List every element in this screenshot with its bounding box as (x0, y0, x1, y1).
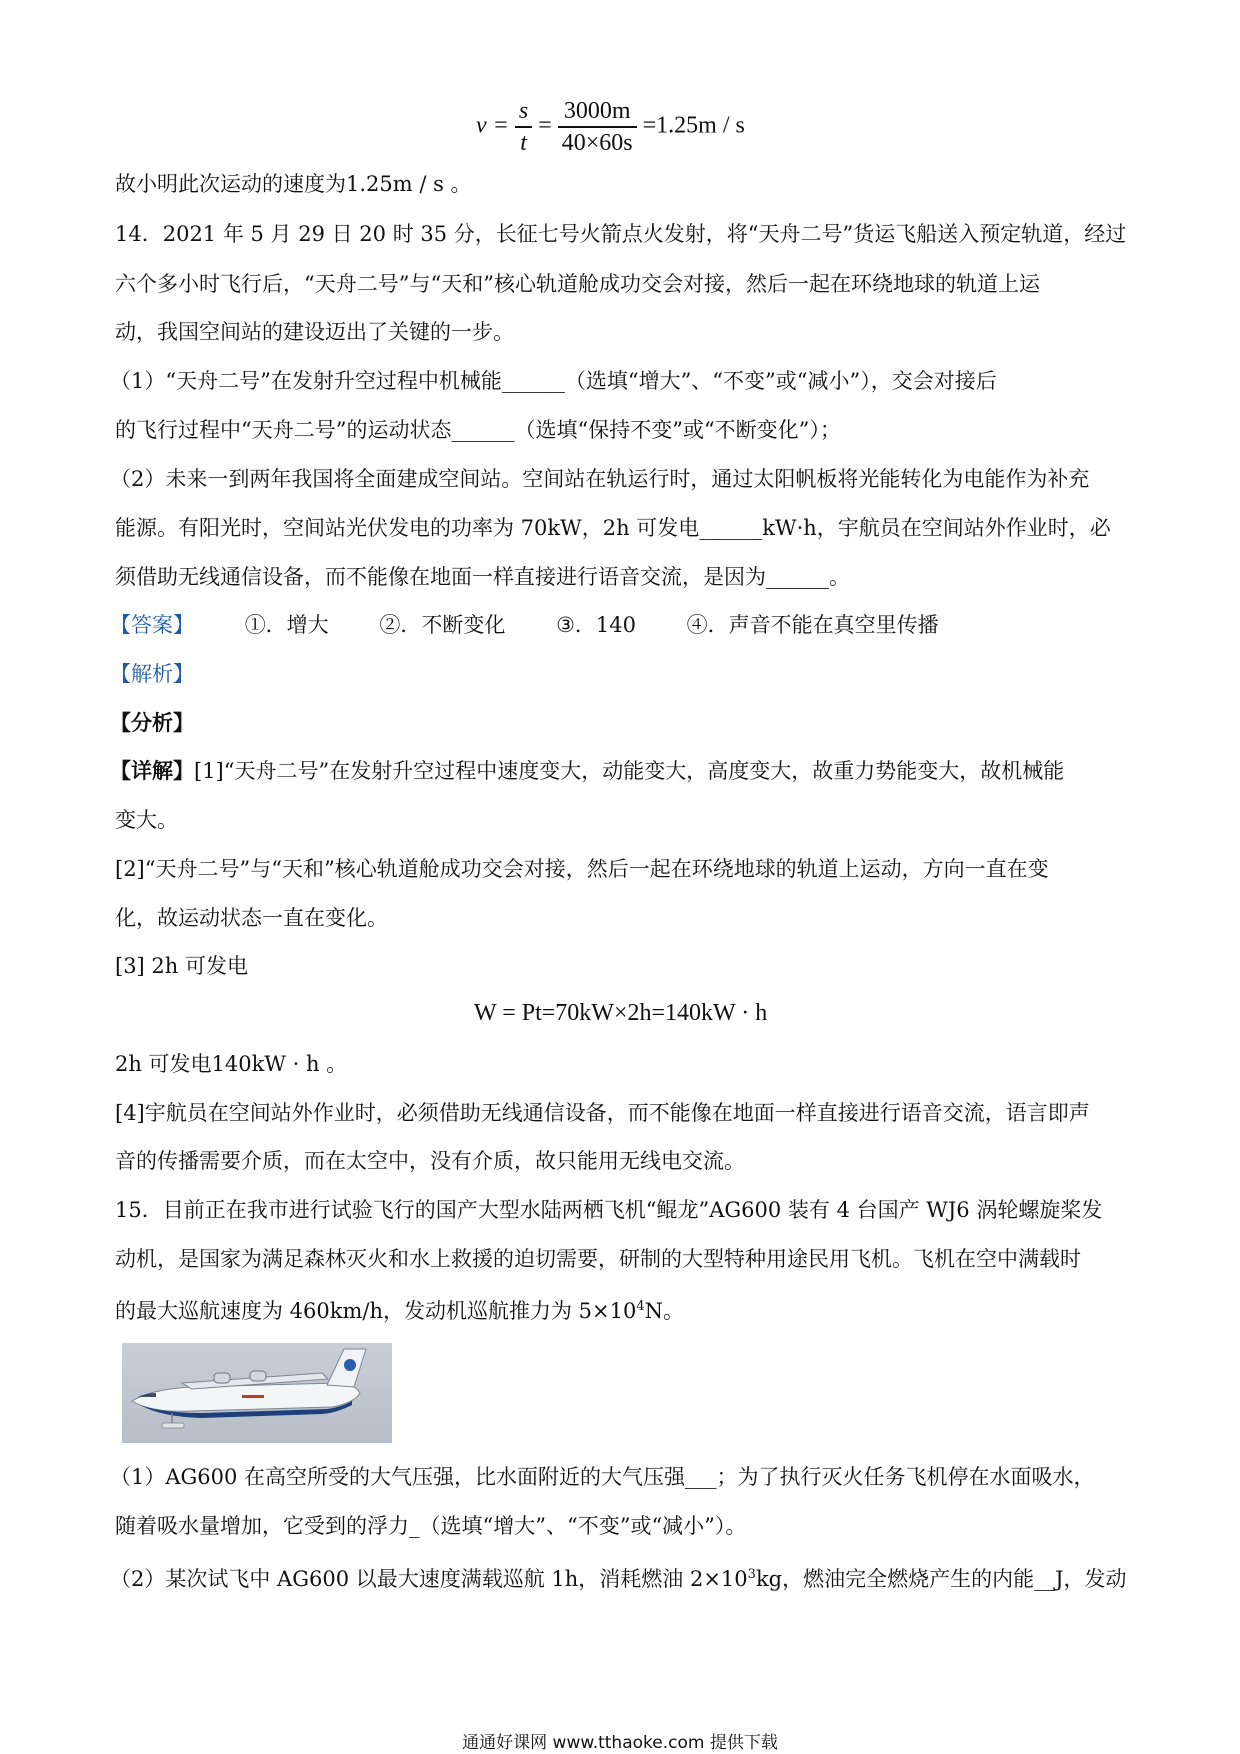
detail-4-line-1: [4]宇航员在空间站外作业时，必须借助无线通信设备，而不能像在地面一样直接进行语音交流，语言即声 (115, 1101, 1090, 1125)
detail-1-text: [1]“天舟二号”在发射升空过程中速度变大，动能变大，高度变大，故重力势能变大，故机械能 (194, 759, 1065, 783)
q15-line3-pre: 的最大巡航速度为 460km/h，发动机巡航推力为 5×10 (115, 1299, 637, 1323)
speed-frac2-num: 3000m (558, 96, 637, 128)
answer-tag: 【答案】 (110, 613, 194, 637)
answer-4: ④．声音不能在真空里传播 (686, 613, 939, 637)
page-footer: 通通好课网 www.tthaoke.com 提供下载 (462, 1733, 778, 1753)
q15-part1-line-1: （1）AG600 在高空所受的大气压强，比水面附近的大气压强___；为了执行灭火任务飞机停在水面吸水， (110, 1465, 1095, 1489)
q14-part1-line-1: （1）“天舟二号”在发射升空过程中机械能______（选填“增大”、“不变”或“减小”），交会对接后 (110, 369, 997, 393)
speed-frac1-num: s (515, 96, 532, 128)
conclusion-13: 故小明此次运动的速度为1.25m / s 。 (115, 172, 472, 196)
speed-formula (476, 96, 745, 158)
detail-tag: 【详解】 (110, 758, 194, 783)
detail-4-line-2: 音的传播需要介质，而在太空中，没有介质，故只能用无线电交流。 (115, 1149, 745, 1173)
q15-part2-pre: （2）某次试飞中 AG600 以最大速度满载巡航 1h，消耗燃油 2×10 (110, 1567, 748, 1591)
answer-row (110, 611, 939, 639)
q14-stem-line-1: 14．2021 年 5 月 29 日 20 时 35 分，长征七号火箭点火发射，将“天舟二号”货运飞船送入预定轨道，经过 (115, 222, 1127, 246)
speed-fraction-2 (558, 96, 637, 158)
detail-2-line-2: 化，故运动状态一直在变化。 (115, 906, 388, 930)
answer-2: ②．不断变化 (379, 613, 506, 637)
energy-formula: W = Pt=70kW×2h=140kW · h (474, 1000, 768, 1026)
q14-part1-line-2: 的飞行过程中“天舟二号”的运动状态______（选填“保持不变”或“不断变化”）； (115, 418, 841, 442)
speed-formula-lhs: v = (476, 112, 509, 139)
fenxi-tag: 【分析】 (110, 710, 194, 735)
q15-part1-line-2: 随着吸水量增加，它受到的浮力_（选填“增大”、“不变”或“减小”）。 (115, 1514, 747, 1538)
detail-3-line-2: 2h 可发电140kW · h 。 (115, 1052, 348, 1076)
q15-stem-line-2: 动机，是国家为满足森林灭火和水上救援的迫切需要，研制的大型特种用途民用飞机。飞机在空中满载时 (115, 1247, 1081, 1271)
detail-3-line-1: [3] 2h 可发电 (115, 954, 248, 978)
q15-stem-line-1: 15．目前正在我市进行试验飞行的国产大型水陆两栖飞机“鲲龙”AG600 装有 4 台国产 WJ6 涡轮螺旋桨发 (115, 1198, 1103, 1222)
analysis-tag: 【解析】 (110, 662, 194, 686)
q14-stem-line-3: 动，我国空间站的建设迈出了关键的一步。 (115, 320, 514, 344)
q15-line3-post: N。 (644, 1299, 685, 1323)
speed-frac2-den: 40×60s (561, 130, 633, 156)
q15-part2-post: kg，燃油完全燃烧产生的内能__J，发动 (755, 1567, 1127, 1591)
q15-line3-sup: 4 (636, 1299, 645, 1314)
speed-formula-rhs: =1.25m / s (642, 112, 745, 139)
ag600-plane-photo (122, 1343, 392, 1443)
speed-frac1-den: t (520, 130, 527, 156)
detail-1-line-2: 变大。 (115, 808, 178, 832)
q14-part2-line-1: （2）未来一到两年我国将全面建成空间站。空间站在轨运行时，通过太阳帆板将光能转化为电能作为补充 (110, 467, 1090, 491)
q14-part2-line-3: 须借助无线通信设备，而不能像在地面一样直接进行语音交流，是因为______。 (115, 565, 850, 589)
detail-1-line-1 (110, 757, 1064, 785)
speed-fraction-1 (515, 96, 532, 158)
detail-2-line-1: [2]“天舟二号”与“天和”核心轨道舱成功交会对接，然后一起在环绕地球的轨道上运动，方向一直在变 (115, 857, 1049, 881)
answer-3: ③．140 (556, 613, 636, 637)
q14-stem-line-2: 六个多小时飞行后，“天舟二号”与“天和”核心轨道舱成功交会对接，然后一起在环绕地球的轨道上运 (115, 272, 1040, 296)
q14-part2-line-2: 能源。有阳光时，空间站光伏发电的功率为 70kW，2h 可发电______kW·h，宇航员在空间站外作业时，必 (115, 516, 1111, 540)
speed-formula-eq: = (538, 112, 552, 139)
q15-part2-sup: 3 (747, 1567, 756, 1582)
answer-1: ①．增大 (244, 613, 329, 637)
plane-icon (122, 1343, 392, 1443)
q15-part2-line-1 (110, 1561, 1127, 1593)
q15-stem-line-3 (115, 1293, 684, 1325)
